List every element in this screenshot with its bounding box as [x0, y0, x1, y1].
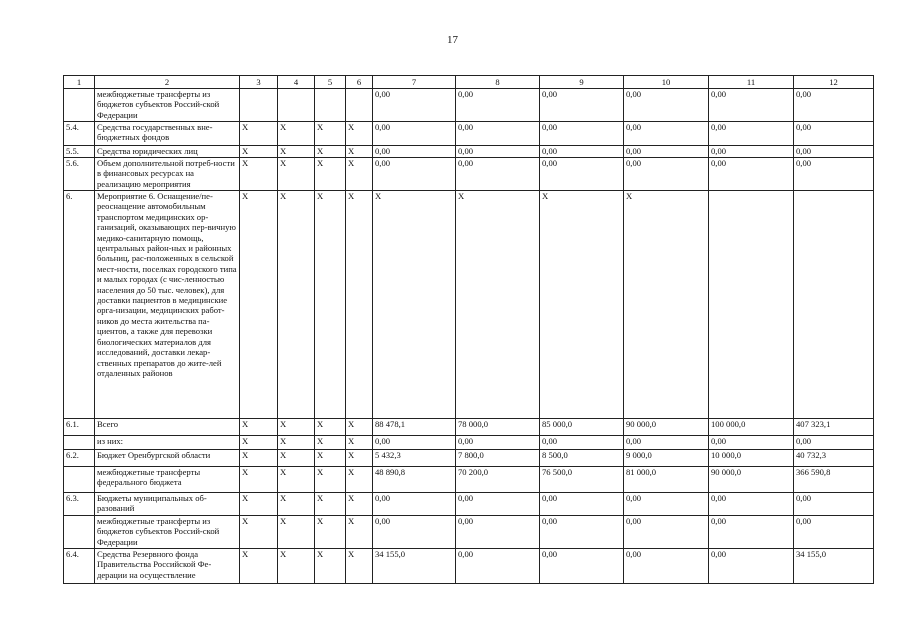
- x-cell: X: [240, 146, 278, 158]
- x-cell: X: [240, 419, 278, 436]
- row-number: 5.6.: [64, 158, 95, 191]
- table-row: [64, 419, 874, 436]
- row-number: 6.: [64, 191, 95, 419]
- x-cell: X: [315, 493, 346, 516]
- col-header: 9: [540, 76, 624, 89]
- value-cell: 90 000,0: [709, 467, 794, 493]
- value-cell: 0,00: [373, 436, 456, 450]
- value-cell: 0,00: [709, 89, 794, 122]
- x-cell: X: [315, 191, 346, 419]
- col-header: 10: [624, 76, 709, 89]
- value-cell: 0,00: [709, 493, 794, 516]
- x-cell: X: [240, 549, 278, 584]
- value-cell: 0,00: [709, 122, 794, 146]
- value-cell: 5 432,3: [373, 450, 456, 467]
- value-cell: 0,00: [709, 146, 794, 158]
- budget-table: [63, 75, 874, 584]
- col-header: 3: [240, 76, 278, 89]
- row-number: [64, 516, 95, 549]
- row-number: 5.5.: [64, 146, 95, 158]
- value-cell: 76 500,0: [540, 467, 624, 493]
- table-row: [64, 467, 874, 493]
- row-number: [64, 467, 95, 493]
- value-cell: 0,00: [794, 436, 874, 450]
- value-cell: 0,00: [709, 158, 794, 191]
- value-cell: 407 323,1: [794, 419, 874, 436]
- table-row: [64, 450, 874, 467]
- value-cell: 0,00: [794, 516, 874, 549]
- table-row: [64, 122, 874, 146]
- row-name: Всего: [95, 419, 240, 436]
- row-name: межбюджетные трансферты из бюджетов субъектов Россий-ской Федерации: [95, 516, 240, 549]
- value-cell: 0,00: [373, 122, 456, 146]
- value-cell: 34 155,0: [373, 549, 456, 584]
- value-cell: 0,00: [794, 493, 874, 516]
- value-cell: 366 590,8: [794, 467, 874, 493]
- value-cell: 0,00: [456, 493, 540, 516]
- x-cell: X: [278, 146, 315, 158]
- x-cell: X: [315, 158, 346, 191]
- value-cell: 0,00: [624, 516, 709, 549]
- value-cell: 40 732,3: [794, 450, 874, 467]
- value-cell: 0,00: [624, 549, 709, 584]
- table-row: [64, 549, 874, 584]
- x-cell: X: [346, 419, 373, 436]
- value-cell: 48 890,8: [373, 467, 456, 493]
- x-cell: X: [278, 450, 315, 467]
- x-cell: X: [240, 122, 278, 146]
- value-cell: 0,00: [373, 89, 456, 122]
- row-name: Бюджет Оренбургской области: [95, 450, 240, 467]
- col-header: 1: [64, 76, 95, 89]
- row-name: межбюджетные трансферты федерального бюджета: [95, 467, 240, 493]
- x-cell: X: [346, 493, 373, 516]
- value-cell: 9 000,0: [624, 450, 709, 467]
- row-number: 6.2.: [64, 450, 95, 467]
- table-row: [64, 146, 874, 158]
- x-cell: [240, 89, 278, 122]
- x-cell: X: [240, 516, 278, 549]
- value-cell: 0,00: [624, 158, 709, 191]
- row-name: межбюджетные трансферты из бюджетов субъектов Россий-ской Федерации: [95, 89, 240, 122]
- x-cell: X: [240, 467, 278, 493]
- value-cell: 0,00: [624, 146, 709, 158]
- x-cell: X: [240, 436, 278, 450]
- value-cell: 0,00: [624, 493, 709, 516]
- value-cell: 78 000,0: [456, 419, 540, 436]
- value-cell: 0,00: [456, 549, 540, 584]
- page-number: 17: [447, 34, 458, 46]
- x-cell: X: [278, 493, 315, 516]
- col-header: 2: [95, 76, 240, 89]
- value-cell: [794, 191, 874, 419]
- x-cell: X: [278, 467, 315, 493]
- row-number: 5.4.: [64, 122, 95, 146]
- x-cell: X: [278, 191, 315, 419]
- value-cell: 0,00: [456, 122, 540, 146]
- x-cell: X: [278, 419, 315, 436]
- value-cell: 0,00: [794, 122, 874, 146]
- table-row: [64, 158, 874, 191]
- value-cell: 0,00: [456, 89, 540, 122]
- value-cell: 0,00: [624, 89, 709, 122]
- header-row: [64, 76, 874, 89]
- value-cell: 85 000,0: [540, 419, 624, 436]
- value-cell: 0,00: [456, 146, 540, 158]
- x-cell: X: [240, 493, 278, 516]
- x-cell: X: [315, 122, 346, 146]
- value-cell: X: [456, 191, 540, 419]
- row-name: Бюджеты муниципальных об-разований: [95, 493, 240, 516]
- value-cell: 34 155,0: [794, 549, 874, 584]
- col-header: 12: [794, 76, 874, 89]
- value-cell: 0,00: [540, 122, 624, 146]
- x-cell: X: [278, 436, 315, 450]
- row-number: 6.3.: [64, 493, 95, 516]
- x-cell: X: [315, 419, 346, 436]
- col-header: 4: [278, 76, 315, 89]
- value-cell: 0,00: [540, 516, 624, 549]
- x-cell: X: [346, 158, 373, 191]
- x-cell: [278, 89, 315, 122]
- value-cell: 0,00: [540, 89, 624, 122]
- row-number: 6.4.: [64, 549, 95, 584]
- value-cell: 0,00: [624, 122, 709, 146]
- value-cell: 0,00: [373, 493, 456, 516]
- table-row: [64, 191, 874, 419]
- x-cell: X: [278, 158, 315, 191]
- x-cell: X: [346, 436, 373, 450]
- value-cell: 0,00: [794, 89, 874, 122]
- row-number: [64, 436, 95, 450]
- value-cell: 0,00: [540, 493, 624, 516]
- x-cell: X: [278, 549, 315, 584]
- value-cell: 70 200,0: [456, 467, 540, 493]
- x-cell: X: [346, 122, 373, 146]
- value-cell: 0,00: [624, 436, 709, 450]
- row-name: Мероприятие 6. Оснащение/пе-реоснащение автомобильным транспортом медицинских ор-ганизаций, оказывающих пер-вичную медико-санитарную помощь, центральных район-ных и районных больниц, рас-положенных в сельской мест-ности, поселках городского типа и малых городах (с чис-ленностью населения до 50 тыс. человек), для доставки пациентов в медицинские орга-низации, медицинских работ-ников до места жительства па-циентов, а также для перевозки биологических материалов для исследований, доставки лекар-ственных препаратов до жите-лей отдаленных районов: [95, 191, 240, 419]
- value-cell: 0,00: [709, 549, 794, 584]
- x-cell: X: [240, 450, 278, 467]
- value-cell: 90 000,0: [624, 419, 709, 436]
- x-cell: X: [346, 146, 373, 158]
- x-cell: X: [315, 467, 346, 493]
- x-cell: X: [240, 158, 278, 191]
- value-cell: 10 000,0: [709, 450, 794, 467]
- x-cell: [346, 89, 373, 122]
- value-cell: 7 800,0: [456, 450, 540, 467]
- table-row: [64, 493, 874, 516]
- value-cell: 81 000,0: [624, 467, 709, 493]
- value-cell: 0,00: [540, 436, 624, 450]
- value-cell: X: [373, 191, 456, 419]
- x-cell: X: [315, 450, 346, 467]
- col-header: 11: [709, 76, 794, 89]
- x-cell: X: [240, 191, 278, 419]
- x-cell: X: [315, 146, 346, 158]
- row-name: из них:: [95, 436, 240, 450]
- value-cell: 100 000,0: [709, 419, 794, 436]
- x-cell: X: [346, 450, 373, 467]
- col-header: 5: [315, 76, 346, 89]
- row-number: [64, 89, 95, 122]
- x-cell: X: [346, 516, 373, 549]
- x-cell: X: [315, 436, 346, 450]
- value-cell: 0,00: [540, 549, 624, 584]
- x-cell: X: [346, 467, 373, 493]
- x-cell: X: [278, 516, 315, 549]
- value-cell: 8 500,0: [540, 450, 624, 467]
- value-cell: 0,00: [540, 158, 624, 191]
- value-cell: 0,00: [709, 436, 794, 450]
- row-number: 6.1.: [64, 419, 95, 436]
- col-header: 8: [456, 76, 540, 89]
- value-cell: X: [540, 191, 624, 419]
- x-cell: X: [346, 549, 373, 584]
- value-cell: 0,00: [456, 436, 540, 450]
- value-cell: 0,00: [373, 146, 456, 158]
- value-cell: 0,00: [456, 158, 540, 191]
- value-cell: 0,00: [456, 516, 540, 549]
- col-header: 7: [373, 76, 456, 89]
- value-cell: X: [624, 191, 709, 419]
- table-row: [64, 89, 874, 122]
- col-header: 6: [346, 76, 373, 89]
- table-row: [64, 436, 874, 450]
- row-name: Средства Резервного фонда Правительства Российской Фе-дерации на осуществление: [95, 549, 240, 584]
- x-cell: X: [315, 516, 346, 549]
- x-cell: X: [278, 122, 315, 146]
- row-name: Средства юридических лиц: [95, 146, 240, 158]
- value-cell: 0,00: [373, 158, 456, 191]
- value-cell: 0,00: [794, 146, 874, 158]
- x-cell: [315, 89, 346, 122]
- row-name: Объем дополнительной потреб-ности в финансовых ресурсах на реализацию мероприятия: [95, 158, 240, 191]
- value-cell: 0,00: [709, 516, 794, 549]
- value-cell: 0,00: [794, 158, 874, 191]
- row-name: Средства государственных вне-бюджетных фондов: [95, 122, 240, 146]
- x-cell: X: [346, 191, 373, 419]
- x-cell: X: [315, 549, 346, 584]
- table-row: [64, 516, 874, 549]
- value-cell: 88 478,1: [373, 419, 456, 436]
- value-cell: 0,00: [373, 516, 456, 549]
- value-cell: 0,00: [540, 146, 624, 158]
- value-cell: [709, 191, 794, 419]
